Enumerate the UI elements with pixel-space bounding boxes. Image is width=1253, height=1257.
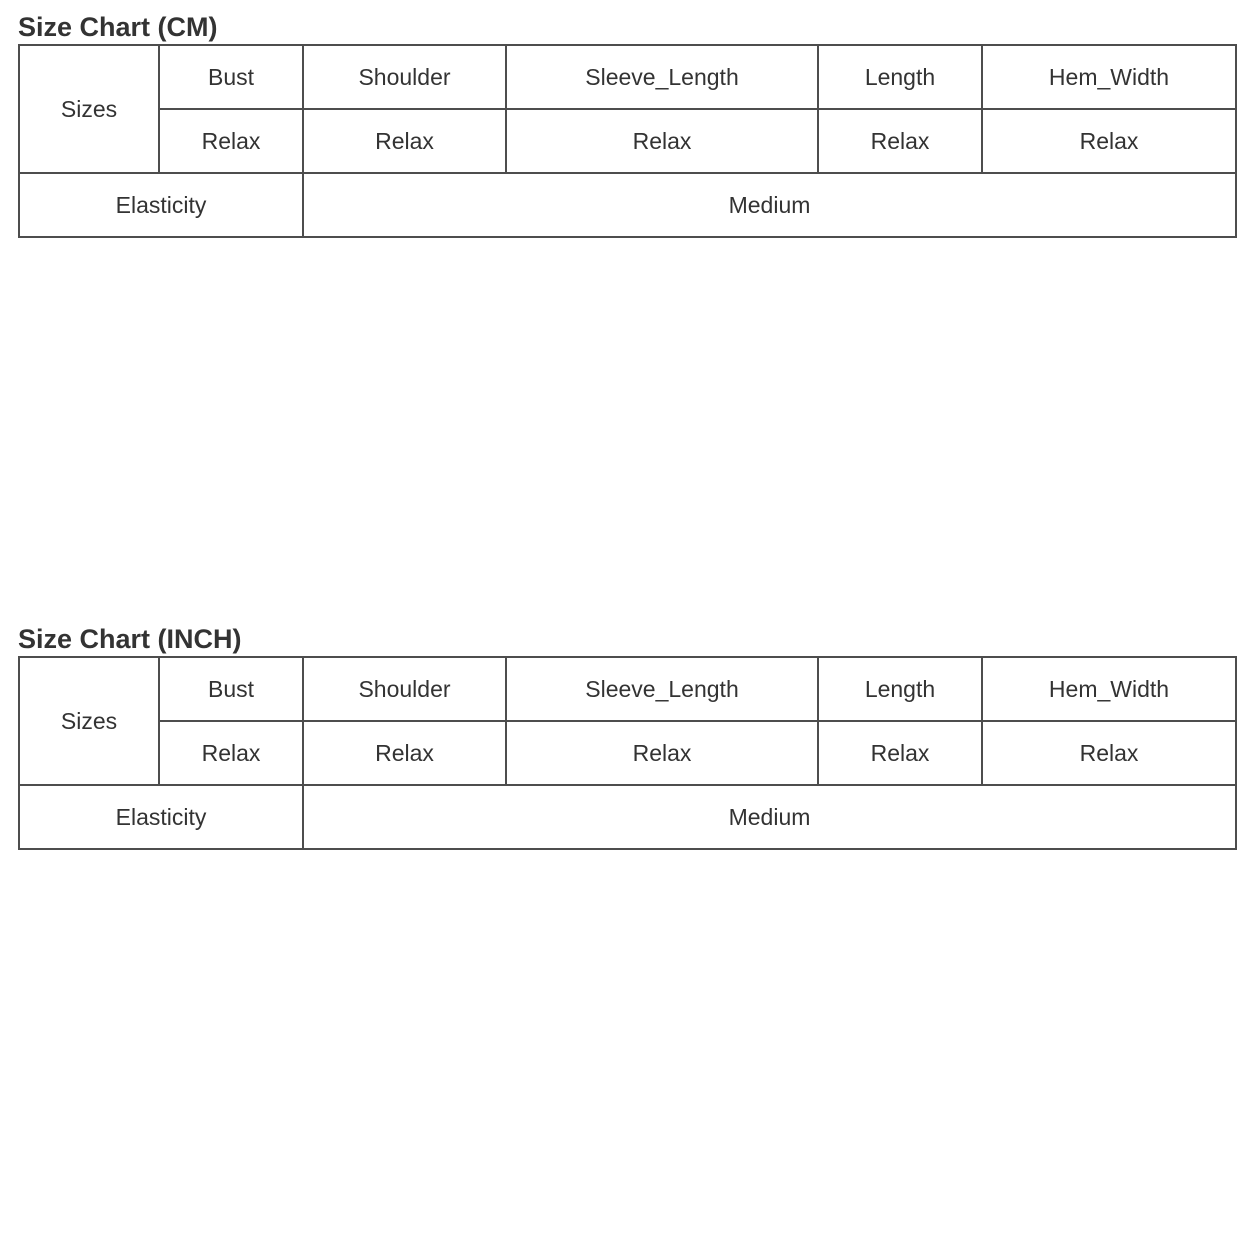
column-header-length: Length xyxy=(819,658,983,722)
chart-title: Size Chart (CM) xyxy=(18,12,218,42)
size-table xyxy=(18,656,1237,850)
column-header-sleeve-length: Sleeve_Length xyxy=(507,46,819,110)
subheader-length: Relax xyxy=(819,722,983,786)
elasticity-label: Elasticity xyxy=(20,786,304,848)
elasticity-value: Medium xyxy=(304,786,1235,848)
subheader-hem-width: Relax xyxy=(983,722,1235,786)
sizes-header: Sizes xyxy=(20,658,160,786)
sizes-header: Sizes xyxy=(20,46,160,174)
column-header-length: Length xyxy=(819,46,983,110)
subheader-shoulder: Relax xyxy=(304,110,507,174)
column-header-shoulder: Shoulder xyxy=(304,46,507,110)
column-header-shoulder: Shoulder xyxy=(304,658,507,722)
elasticity-value: Medium xyxy=(304,174,1235,236)
column-header-hem-width: Hem_Width xyxy=(983,658,1235,722)
size-chart-inch xyxy=(18,624,1237,850)
size-table xyxy=(18,44,1237,238)
subheader-length: Relax xyxy=(819,110,983,174)
elasticity-row xyxy=(20,786,1235,848)
chart-title: Size Chart (INCH) xyxy=(18,624,242,654)
column-header-sleeve-length: Sleeve_Length xyxy=(507,658,819,722)
size-chart-cm xyxy=(18,12,1237,238)
subheader-sleeve-length: Relax xyxy=(507,110,819,174)
header-row xyxy=(20,46,1235,110)
column-header-bust: Bust xyxy=(160,46,304,110)
subheader-sleeve-length: Relax xyxy=(507,722,819,786)
elasticity-label: Elasticity xyxy=(20,174,304,236)
subheader-shoulder: Relax xyxy=(304,722,507,786)
subheader-bust: Relax xyxy=(160,110,304,174)
header-row xyxy=(20,658,1235,722)
column-header-bust: Bust xyxy=(160,658,304,722)
subheader-hem-width: Relax xyxy=(983,110,1235,174)
subheader-bust: Relax xyxy=(160,722,304,786)
subheader-row xyxy=(20,110,1235,174)
elasticity-row xyxy=(20,174,1235,236)
column-header-hem-width: Hem_Width xyxy=(983,46,1235,110)
subheader-row xyxy=(20,722,1235,786)
